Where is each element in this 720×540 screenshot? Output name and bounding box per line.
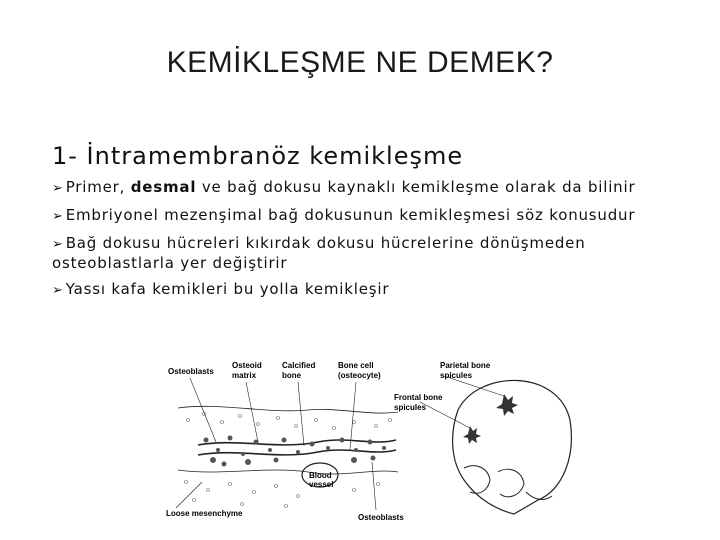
bullet-item (52, 234, 652, 272)
label-osteoblasts-bottom: Osteoblasts (358, 513, 404, 522)
label-bone-cell-2: (osteocyte) (338, 371, 381, 380)
fetal-skull-drawing (420, 376, 571, 514)
arrow-bullet-icon: ➢ (52, 181, 64, 196)
bullet-text: Embriyonel mezenşimal bağ dokusunun kemikleşmesi söz konusudur (65, 206, 636, 224)
ossification-illustration (158, 350, 578, 526)
bullet-item (52, 178, 652, 198)
ossification-figure (158, 350, 578, 526)
label-parietal-2: spicules (440, 371, 473, 380)
label-blood-vessel-2: vessel (309, 480, 334, 489)
label-osteoblasts-top: Osteoblasts (168, 367, 214, 376)
arrow-bullet-icon: ➢ (52, 209, 64, 224)
bullet-bold-term: desmal (130, 178, 197, 196)
bullet-text: Bağ dokusu hücreleri kıkırdak dokusu hücrelerine dönüşmeden osteoblastlarla yer değiştirir (52, 234, 586, 272)
bullet-text: Yassı kafa kemikleri bu yolla kemikleşir (65, 280, 390, 298)
label-osteoid-matrix-2: matrix (232, 371, 257, 380)
label-loose-mesenchyme: Loose mesenchyme (166, 509, 243, 518)
histology-panel (176, 378, 398, 510)
label-osteoid-matrix-1: Osteoid (232, 361, 262, 370)
label-frontal-2: spicules (394, 403, 427, 412)
section-heading: 1- İntramembranöz kemikleşme (52, 142, 464, 170)
bullet-item (52, 280, 652, 300)
bullet-item (52, 206, 652, 226)
slide-content (52, 142, 652, 308)
arrow-bullet-icon: ➢ (52, 283, 64, 298)
arrow-bullet-icon: ➢ (52, 237, 64, 252)
slide-title: KEMİKLEŞME NE DEMEK? (166, 46, 554, 79)
label-blood-vessel-1: Blood (309, 471, 332, 480)
label-frontal-1: Frontal bone (394, 393, 443, 402)
label-calcified-bone-2: bone (282, 371, 302, 380)
bullet-text: ve bağ dokusu kaynaklı kemikleşme olarak da bilinir (196, 178, 636, 196)
label-bone-cell-1: Bone cell (338, 361, 374, 370)
label-calcified-bone-1: Calcified (282, 361, 316, 370)
label-parietal-1: Parietal bone (440, 361, 491, 370)
bullet-prefix: Primer, (65, 178, 131, 196)
